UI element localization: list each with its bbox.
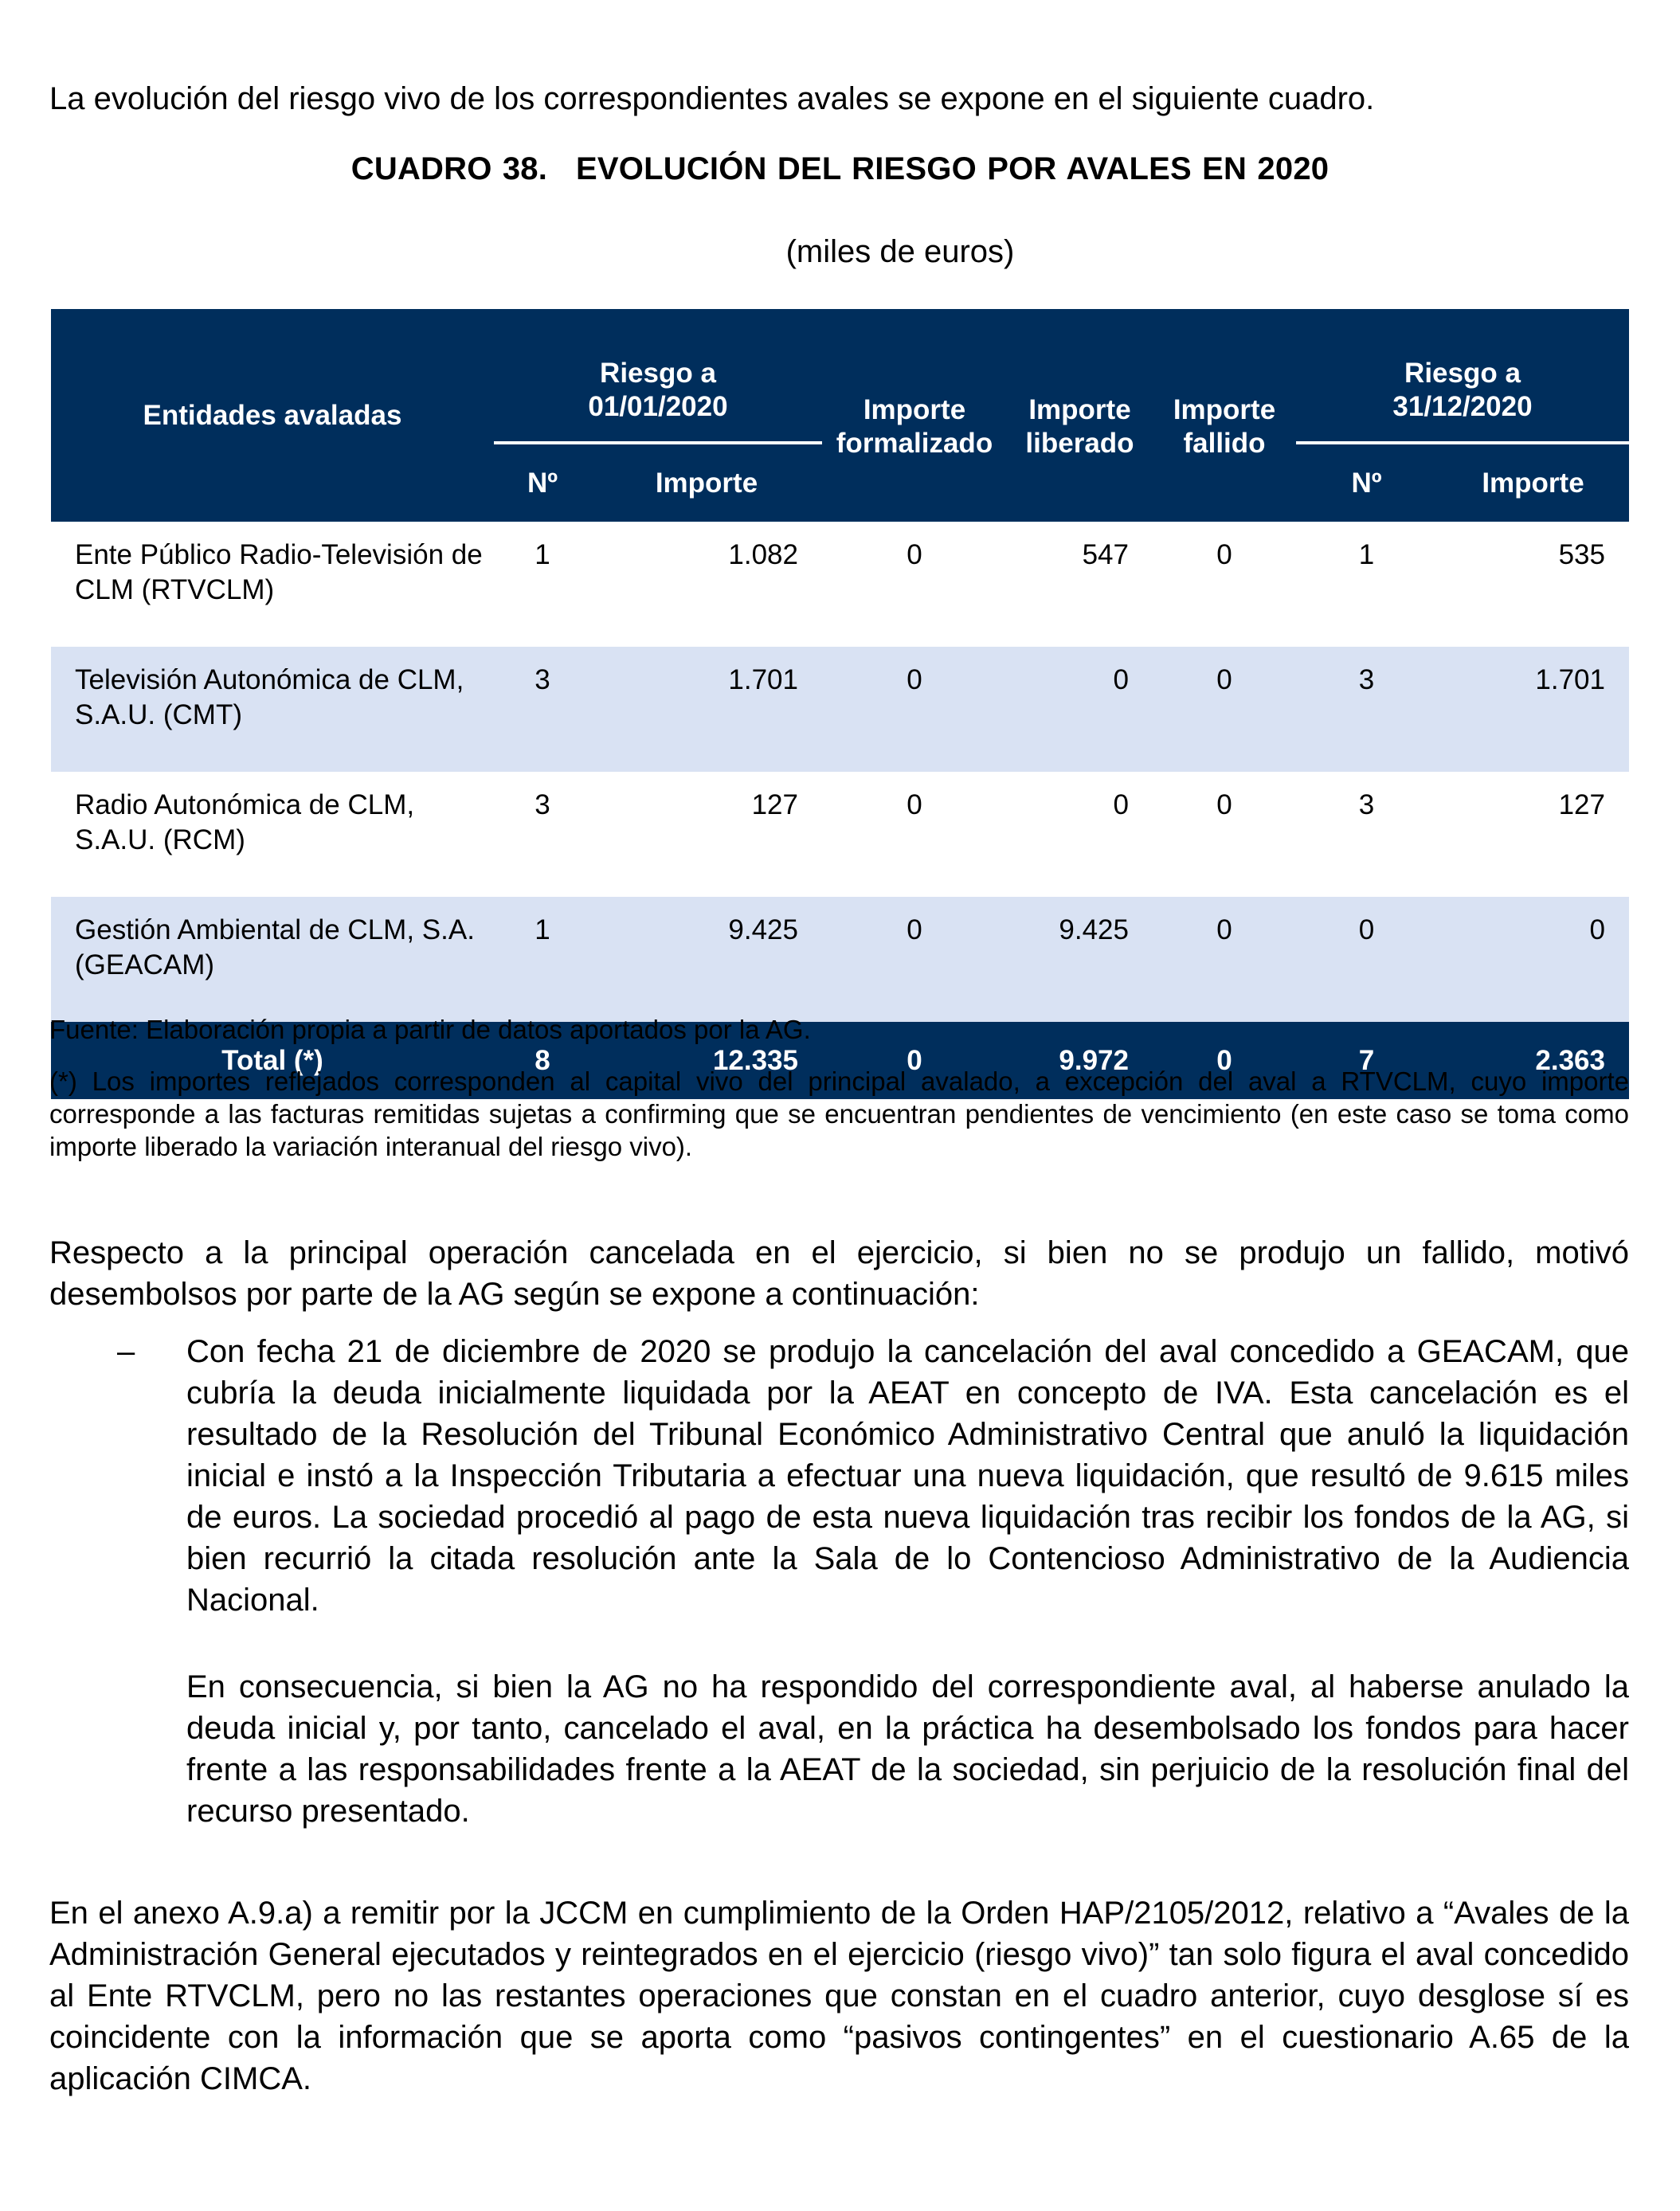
bullet-text: Con fecha 21 de diciembre de 2020 se produjo la cancelación del aval concedido a GEACAM, que cubría la deuda inicialmente liquidada por la AEAT en concepto de IVA. Esta cancelación es el resultado de la Resolución del Tribunal Económico Administrativo Central que anuló la liquidación inicial e instó a la Inspección Tributaria a efectuar una nueva liquidación, que resultó de 9.615 miles de euros. La sociedad procedió al pago de esta nueva liquidación tras recibir los fondos de la AG, si bien recurrió la citada resolución ante la Sala de lo Contencioso Administrativo de la Audiencia Nacional. <box>186 1334 1629 1618</box>
header-num-inicio: Nº <box>494 444 591 522</box>
table-row <box>51 647 1629 772</box>
header-fallido: Importe fallido <box>1153 309 1296 522</box>
header-liberado: Importe liberado <box>1007 309 1153 522</box>
header-riesgo-inicio-label: Riesgo a 01/01/2020 <box>588 358 728 422</box>
cell-num-fin: 0 <box>1296 897 1437 1022</box>
table-footnote: (*) Los importes reflejados corresponden al capital vivo del principal avalado, a excepción del aval a RTVCLM, cuyo importe corresponde a las facturas remitidas sujetas a confirming que se encuentran pendientes de vencimiento (en este caso se toma como importe liberado la variación interanual del riesgo vivo). <box>49 1066 1629 1161</box>
header-riesgo-inicio <box>494 309 822 444</box>
table-source: Fuente: Elaboración propia a partir de datos aportados por la AG. <box>49 1015 811 1044</box>
cell-formalizado: 0 <box>822 647 1007 772</box>
cell-formalizado: 0 <box>907 789 922 820</box>
cell-importe-inicio: 1.701 <box>591 647 822 772</box>
cell-liberado: 0 <box>1113 789 1129 820</box>
header-entidades: Entidades avaladas <box>51 309 494 522</box>
cell-num-inicio: 1 <box>494 897 591 1022</box>
header-riesgo-fin-label: Riesgo a 31/12/2020 <box>1392 358 1533 422</box>
cell-liberado: 547 <box>1082 539 1129 570</box>
header-formalizado: Importe formalizado <box>822 309 1007 522</box>
intro-paragraph: La evolución del riesgo vivo de los correspondientes avales se expone en el siguiente cuadro. <box>49 81 1375 116</box>
header-riesgo-fin <box>1296 309 1629 444</box>
cell-importe-inicio: 1.082 <box>728 539 798 570</box>
total-importe-fin: 2.363 <box>1437 1022 1629 1099</box>
cell-num-fin: 3 <box>1358 789 1375 820</box>
total-num-inicio: 8 <box>494 1022 591 1099</box>
paragraph-operation: Respecto a la principal operación cancelada en el ejercicio, si bien no se produjo un fallido, motivó desembolsos por parte de la AG según se expone a continuación: <box>49 1235 1629 1312</box>
cell-num-fin: 1 <box>1358 539 1375 570</box>
cell-num-fin: 3 <box>1296 647 1437 772</box>
table-row <box>51 772 1629 897</box>
risk-evolution-table <box>51 309 1629 1099</box>
bullet-item <box>49 1331 1629 1621</box>
cell-fallido: 0 <box>1216 539 1232 570</box>
cell-importe-fin: 1.701 <box>1437 647 1629 772</box>
cell-formalizado: 0 <box>822 897 1007 1022</box>
total-label: Total (*) <box>51 1022 494 1099</box>
cell-entidad: Gestión Ambiental de CLM, S.A. (GEACAM) <box>51 897 494 1022</box>
cell-importe-fin: 127 <box>1558 789 1605 820</box>
cell-entidad: Radio Autonómica de CLM, S.A.U. (RCM) <box>75 789 415 855</box>
total-fallido: 0 <box>1153 1022 1296 1099</box>
total-importe-inicio: 12.335 <box>591 1022 822 1099</box>
table-title-text: EVOLUCIÓN DEL RIESGO POR AVALES EN 2020 <box>576 151 1330 186</box>
cell-liberado: 0 <box>1007 647 1153 772</box>
cell-num-inicio: 3 <box>494 647 591 772</box>
cell-num-inicio: 3 <box>535 789 550 820</box>
table-row <box>51 897 1629 1022</box>
dash-bullet-icon: – <box>117 1334 135 1369</box>
bullet-continuation: En consecuencia, si bien la AG no ha respondido del correspondiente aval, al haberse anulado la deuda inicial y, por tanto, cancelado el aval, en la práctica ha desembolsado los fondos para hacer frente a las responsabilidades frente a la AEAT de la sociedad, sin perjuicio de la resolución final del recurso presentado. <box>186 1669 1629 1829</box>
header-num-fin: Nº <box>1296 444 1437 522</box>
total-formalizado: 0 <box>822 1022 1007 1099</box>
cell-fallido: 0 <box>1153 647 1296 772</box>
table-number: CUADRO 38. <box>350 151 548 186</box>
header-importe-inicio: Importe <box>591 444 822 522</box>
table-title <box>0 148 1680 190</box>
cell-importe-fin: 535 <box>1558 539 1605 570</box>
total-liberado: 9.972 <box>1007 1022 1153 1099</box>
cell-importe-fin: 0 <box>1437 897 1629 1022</box>
cell-fallido: 0 <box>1153 897 1296 1022</box>
cell-importe-inicio: 9.425 <box>591 897 822 1022</box>
cell-entidad: Televisión Autonómica de CLM, S.A.U. (CMT) <box>51 647 494 772</box>
table-units: (miles de euros) <box>785 234 1015 269</box>
total-num-fin: 7 <box>1296 1022 1437 1099</box>
table-row <box>51 522 1629 647</box>
cell-num-inicio: 1 <box>535 539 550 570</box>
cell-liberado: 9.425 <box>1007 897 1153 1022</box>
paragraph-annex: En el anexo A.9.a) a remitir por la JCCM en cumplimiento de la Orden HAP/2105/2012, relativo a “Avales de la Administración General ejecutados y reintegrados en el ejercicio (riesgo vivo)” tan solo figura el aval concedido al Ente RTVCLM, pero no las restantes operaciones que constan en el cuadro anterior, cuyo desglose sí es coincidente con la información que se aporta como “pasivos contingentes” en el cuestionario A.65 de la aplicación CIMCA. <box>49 1896 1629 2096</box>
cell-formalizado: 0 <box>907 539 922 570</box>
cell-entidad: Ente Público Radio-Televisión de CLM (RTVCLM) <box>75 539 483 605</box>
header-importe-fin: Importe <box>1437 444 1629 522</box>
cell-importe-inicio: 127 <box>751 789 798 820</box>
cell-fallido: 0 <box>1216 789 1232 820</box>
